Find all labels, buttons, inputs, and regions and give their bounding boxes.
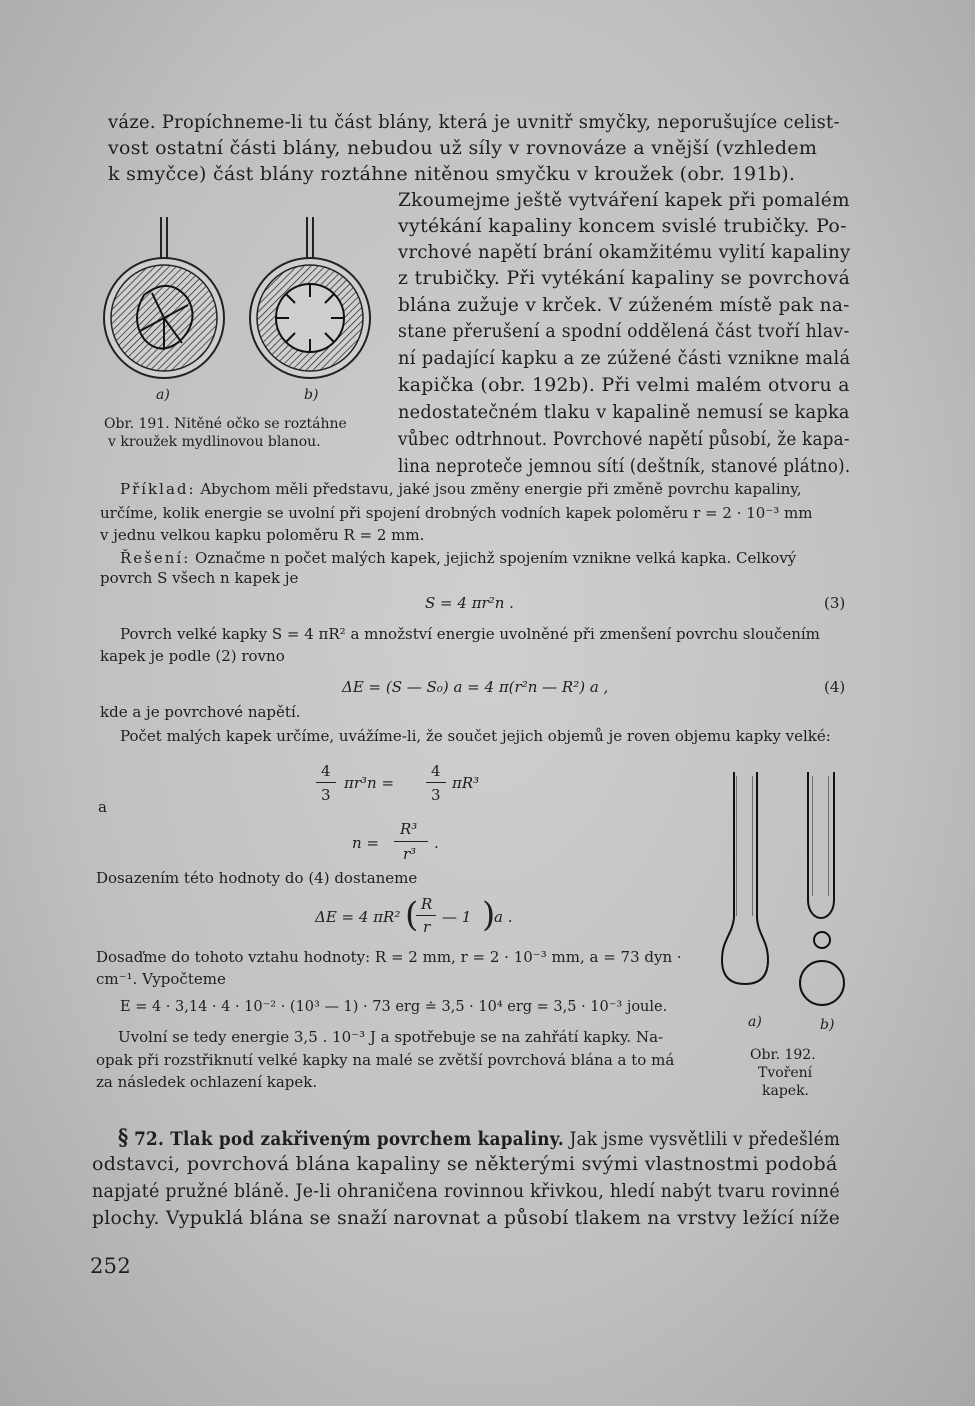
volume-equation-right: πR³ (452, 774, 480, 792)
fraction-bar (426, 782, 446, 783)
equation-4: ΔE = (S — S₀) a = 4 π(r²n — R²) a , (342, 678, 609, 696)
figure-192-label-a: a) (748, 1014, 762, 1030)
body-small-line: Dosaďme do tohoto vztahu hodnoty: R = 2 mm, r = 2 · 10⁻³ mm, a = 73 dyn · (96, 948, 682, 966)
right-parenthesis: ) (482, 895, 496, 935)
body-text-line: lina neproteče jemnou sítí (deštník, stanové plátno). (398, 455, 851, 477)
body-text-line: kapička (obr. 192b). Při velmi malém otvoru a (398, 374, 850, 396)
body-small-line: Počet malých kapek určíme, uvážíme-li, že součet jejich objemů je roven objemu kapky velké: (120, 727, 831, 745)
fraction-denominator: 3 (321, 786, 331, 804)
example-line: určíme, kolik energie se uvolní při spojení drobných vodních kapek poloměru r = 2 · 10⁻³ mm (100, 504, 813, 522)
body-text-line: plochy. Vypuklá blána se snaží narovnat a působí tlakem na vrstvy ležící níže (92, 1207, 841, 1229)
body-text-line: k smyčce) část blány roztáhne nitěnou smyčku v kroužek (obr. 191b). (108, 163, 796, 185)
body-small-line: Uvolní se tedy energie 3,5 . 10⁻³ J a spotřebuje se na zahřátí kapky. Na- (118, 1028, 664, 1046)
fraction-numerator: 4 (321, 762, 331, 780)
body-text-line: váze. Propíchneme-li tu část blány, která je uvnitř smyčky, neporušujíce celist- (108, 111, 840, 133)
body-small-line: cm⁻¹. Vypočteme (96, 970, 226, 988)
figure-191-label-a: a) (156, 387, 170, 403)
figure-192 (720, 770, 850, 1020)
body-small-line: kde a je povrchové napětí. (100, 703, 301, 721)
section-heading-line (118, 1127, 840, 1149)
body-text-line: vůbec odtrhnout. Povrchové napětí působí, že kapa- (398, 428, 850, 450)
figure-191-caption: v kroužek mydlinovou blanou. (108, 434, 321, 450)
example-line (120, 482, 802, 497)
body-text-line: vytékání kapaliny koncem svislé trubičky. Po- (398, 215, 847, 237)
solution-line (120, 551, 796, 566)
fraction-numerator: 4 (431, 762, 441, 780)
figure-191-label-b: b) (304, 387, 319, 403)
figure-191 (100, 215, 380, 415)
solution-lead: Řešení: (120, 549, 191, 567)
body-small-line: Dosazením této hodnoty do (4) dostaneme (96, 869, 418, 887)
body-text-line: blána zužuje v krček. V zúženém místě pak na- (398, 294, 850, 316)
figure-192-caption: Obr. 192. (750, 1047, 816, 1063)
left-parenthesis: ( (405, 895, 419, 935)
volume-equation-left: πr³n = (344, 774, 395, 792)
conjunction-a: a (98, 798, 107, 816)
body-text-line: vrchové napětí brání okamžitému vylití kapaliny (398, 241, 851, 263)
figure-192-caption: Tvoření (758, 1065, 813, 1081)
example-lead: Příklad: (120, 480, 196, 498)
solution-line: povrch S všech n kapek je (100, 569, 299, 587)
page-number: 252 (90, 1254, 131, 1278)
body-text-line: odstavci, povrchová blána kapaliny se některými svými vlastnostmi podobá (92, 1153, 838, 1175)
body-text-line: stane přerušení a spodní oddělená část tvoří hlav- (398, 320, 850, 342)
n-numerator: R³ (400, 820, 418, 838)
body-small-line: za následek ochlazení kapek. (96, 1073, 318, 1091)
equation-6-minus-one: — 1 (442, 908, 472, 926)
figure-192-label-b: b) (820, 1017, 835, 1033)
n-dot: . (434, 834, 439, 852)
fraction-bar (416, 915, 436, 916)
equation-7: E = 4 · 3,14 · 4 · 10⁻² · (10³ — 1) · 73 erg ≐ 3,5 · 10⁴ erg = 3,5 · 10⁻³ joule. (120, 999, 668, 1015)
equation-3-number: (3) (824, 594, 846, 612)
body-text-line: napjaté pružné bláně. Je-li ohraničena rovinnou křivkou, hledí nabýt tvaru rovinné (92, 1180, 840, 1202)
body-text-line: Zkoumejme ještě vytváření kapek při pomalém (398, 189, 850, 211)
example-line: v jednu velkou kapku poloměru R = 2 mm. (100, 526, 425, 544)
equation-6-denominator: r (423, 918, 431, 936)
n-denominator: r³ (403, 845, 417, 863)
body-text-line: ní padající kapku a ze zúžené části vznikne malá (398, 347, 851, 369)
body-small-line: Povrch velké kapky S = 4 πR² a množství energie uvolněné při zmenšení povrchu sloučením (120, 625, 820, 643)
figure-191a-soap-film-loop (104, 217, 224, 378)
section-text: Jak jsme vysvětlili v předešlém (569, 1128, 841, 1150)
equation-6-end: a . (494, 908, 513, 926)
fraction-denominator: 3 (431, 786, 441, 804)
fraction-bar (394, 841, 428, 842)
figure-191b-circular-loop (250, 217, 370, 378)
body-text-line: z trubičky. Při vytékání kapaliny se povrchová (398, 267, 851, 289)
body-small-line: kapek je podle (2) rovno (100, 647, 285, 665)
section-sign: § (118, 1125, 129, 1151)
figure-192b-separated-drop (800, 772, 844, 1005)
solution-text: Označme n počet malých kapek, jejichž spojením vznikne velká kapka. Celkový (195, 549, 797, 567)
equation-4-number: (4) (824, 678, 846, 696)
section-heading: 72. Tlak pod zakřiveným povrchem kapaliny. (134, 1128, 564, 1150)
equation-3: S = 4 πr²n . (425, 594, 514, 612)
fraction-bar (316, 782, 336, 783)
equation-6-numerator: R (421, 895, 433, 913)
figure-192a-dripping-tube (722, 772, 768, 984)
body-text-line: nedostatečném tlaku v kapalině nemusí se kapka (398, 401, 850, 423)
figure-191-caption: Obr. 191. Nitěné očko se roztáhne (104, 416, 347, 432)
example-text: Abychom měli představu, jaké jsou změny energie při změně povrchu kapaliny, (200, 480, 802, 498)
equation-6-left: ΔE = 4 πR² (315, 908, 401, 926)
body-small-line: opak při rozstřiknutí velké kapky na malé se zvětší povrchová blána a to má (96, 1051, 675, 1069)
figure-192-caption: kapek. (762, 1083, 810, 1099)
body-text-line: vost ostatní části blány, nebudou už síly v rovnováze a vnější (vzhledem (108, 137, 818, 159)
n-equation-left: n = (352, 834, 379, 852)
